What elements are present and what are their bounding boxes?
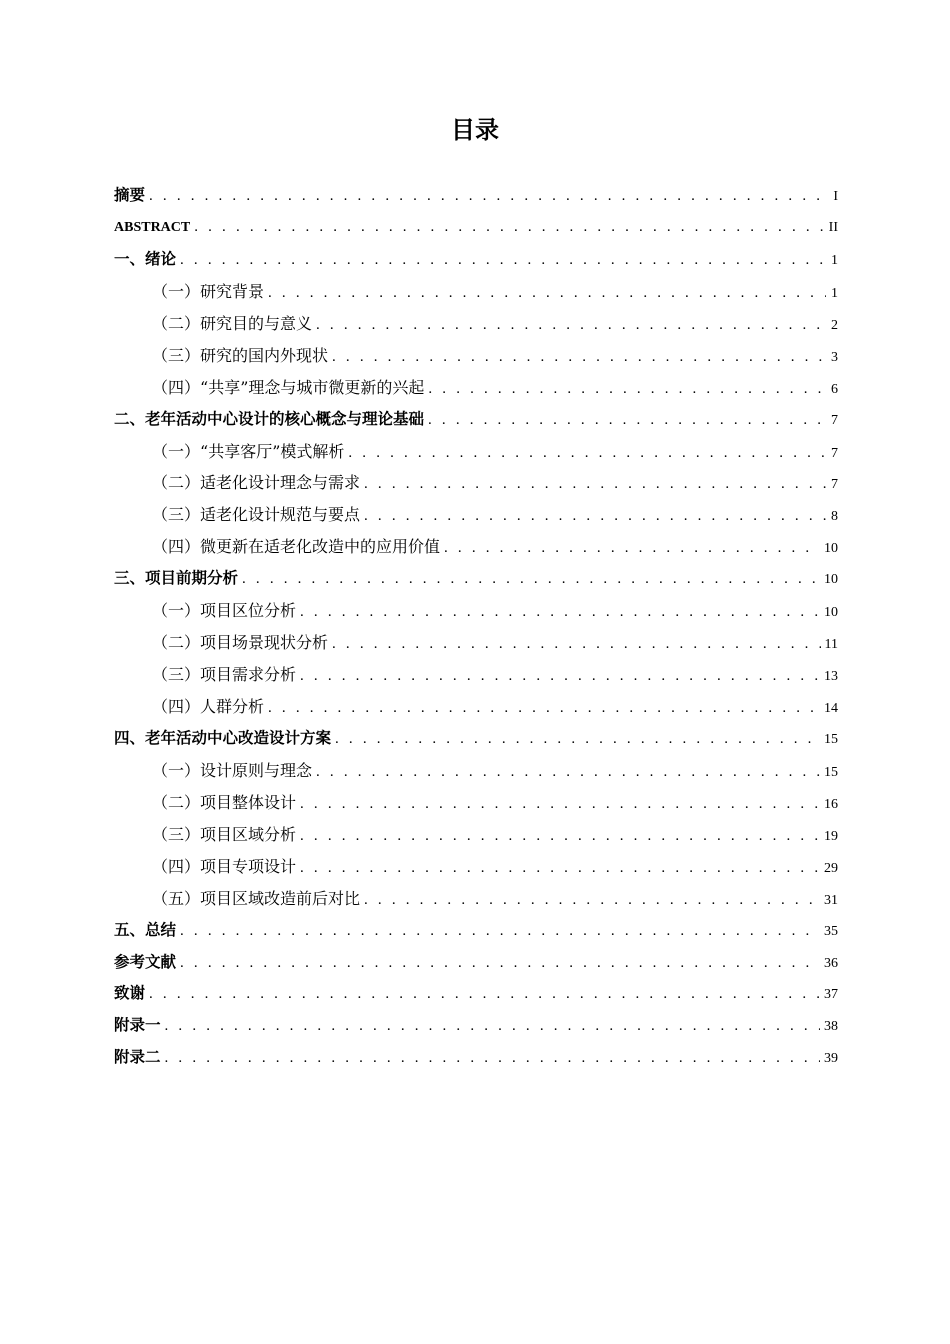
toc-entry-page-number: 10 (824, 572, 838, 588)
dot-leader (242, 564, 820, 596)
toc-entry-title: 一、绪论 (114, 249, 177, 268)
toc-entry[interactable] (114, 531, 838, 563)
toc-entry-page-number: 7 (831, 412, 838, 428)
toc-entry-number: （一） (152, 281, 201, 301)
toc-entry-title: ABSTRACT (114, 219, 191, 235)
toc-entry-page-number: 37 (824, 987, 838, 1003)
toc-entry[interactable] (114, 467, 838, 499)
toc-entry-number: （三） (152, 345, 201, 365)
toc-entry-title: 附录一 (114, 1016, 161, 1035)
toc-entry-number: （四） (152, 537, 201, 557)
dot-leader (316, 757, 820, 789)
toc-entry-title: 研究目的与意义 (200, 313, 313, 333)
toc-entry-page-number: 1 (831, 285, 838, 301)
toc-entry-page-number: 7 (831, 445, 838, 461)
toc-entry-title: 三、项目前期分析 (114, 569, 239, 588)
toc-entry[interactable] (114, 627, 838, 659)
toc-entry-title: 研究的国内外现状 (200, 345, 329, 365)
dot-leader (165, 1011, 820, 1043)
dot-leader (348, 438, 826, 470)
toc-entry-number: （一） (152, 441, 201, 461)
toc-entry-number: （四） (152, 377, 201, 397)
dot-leader (300, 597, 820, 629)
toc-entry[interactable] (114, 819, 838, 851)
dot-leader (332, 629, 820, 661)
toc-entry-page-number: 10 (824, 605, 838, 621)
toc-entry[interactable] (114, 244, 838, 276)
dot-leader (300, 661, 820, 693)
toc-title: 目录 (451, 116, 499, 144)
toc-entry-title: 项目专项设计 (200, 856, 297, 876)
toc-entry-page-number: 3 (831, 349, 838, 365)
toc-entry[interactable] (114, 1042, 838, 1074)
toc-entry-number: （四） (152, 697, 201, 716)
toc-entry-title: 项目需求分析 (200, 665, 297, 685)
toc-entry-title: 二、老年活动中心设计的核心概念与理论基础 (114, 409, 425, 428)
toc-entry[interactable] (114, 276, 838, 308)
toc-entry-page-number: 39 (824, 1051, 838, 1067)
toc-entry-page-number: II (828, 219, 838, 235)
toc-entry-title: 研究背景 (200, 281, 265, 301)
toc-entry-title: 四、老年活动中心改造设计方案 (114, 728, 332, 747)
toc-entry-title: 项目区位分析 (200, 601, 297, 621)
toc-entry-title: “共享”理念与城市微更新的兴起 (200, 377, 425, 397)
toc-entry-number: （二） (152, 473, 201, 493)
dot-leader (444, 533, 820, 565)
toc-entry[interactable] (114, 436, 838, 468)
dot-leader (149, 181, 826, 213)
toc-entry-page-number: 31 (824, 892, 838, 908)
toc-entry[interactable] (114, 755, 838, 787)
toc-entry-title: 附录二 (114, 1048, 161, 1067)
toc-entry-number: （二） (152, 313, 201, 333)
dot-leader (300, 853, 820, 885)
toc-entry-page-number: 29 (824, 860, 838, 876)
toc-entry[interactable] (114, 212, 838, 244)
toc-entry-title: 设计原则与理念 (200, 760, 313, 780)
toc-entry-number: （五） (152, 888, 201, 908)
toc-entry[interactable] (114, 1010, 838, 1042)
dot-leader (332, 342, 826, 374)
toc-entry-title: 致谢 (114, 984, 146, 1003)
dot-leader (300, 821, 820, 853)
toc-entry-title: 项目区域改造前后对比 (200, 888, 361, 908)
toc-entry-number: （四） (152, 856, 201, 876)
toc-entry[interactable] (114, 978, 838, 1010)
toc-entry-number: （二） (152, 633, 201, 653)
toc-entry[interactable] (114, 883, 838, 915)
toc-entry[interactable] (114, 308, 838, 340)
toc-entry-title: 项目整体设计 (200, 792, 297, 812)
toc-entry[interactable] (114, 787, 838, 819)
toc-entry[interactable] (114, 595, 838, 627)
toc-entry[interactable] (114, 947, 838, 979)
dot-leader (180, 948, 820, 980)
dot-leader (268, 693, 820, 725)
toc-entry-title: 项目场景现状分析 (200, 633, 329, 653)
toc-entry-title: 五、总结 (114, 920, 177, 939)
toc-entry-title: 摘要 (114, 186, 146, 204)
toc-entry-title: 适老化设计规范与要点 (200, 505, 361, 525)
dot-leader (335, 724, 820, 756)
table-of-contents (114, 180, 838, 1074)
toc-entry-page-number: 2 (831, 317, 838, 333)
toc-entry-page-number: 15 (824, 731, 838, 747)
toc-entry-page-number: 36 (824, 955, 838, 971)
toc-entry-title: 微更新在适老化改造中的应用价值 (200, 537, 441, 557)
toc-entry-page-number: 7 (831, 477, 838, 493)
toc-entry-page-number: 16 (824, 796, 838, 812)
toc-entry[interactable] (114, 563, 838, 595)
dot-leader (364, 469, 826, 501)
toc-entry-title: 适老化设计理念与需求 (200, 473, 361, 493)
toc-entry-page-number: 8 (831, 509, 838, 525)
dot-leader (268, 278, 826, 310)
dot-leader (180, 245, 826, 277)
toc-entry-page-number: 10 (824, 541, 838, 557)
toc-entry[interactable] (114, 340, 838, 372)
toc-entry[interactable] (114, 659, 838, 691)
toc-entry[interactable] (114, 404, 838, 436)
toc-entry-number: （三） (152, 824, 201, 844)
toc-entry[interactable] (114, 372, 838, 404)
toc-entry-page-number: 19 (824, 828, 838, 844)
toc-entry[interactable] (114, 851, 838, 883)
toc-entry-number: （一） (152, 601, 201, 621)
dot-leader (149, 979, 820, 1011)
toc-entry-page-number: 35 (824, 923, 838, 939)
toc-entry-page-number: 14 (824, 701, 838, 716)
dot-leader (300, 789, 820, 821)
toc-entry-page-number: 15 (824, 764, 838, 780)
toc-entry-title: 项目区域分析 (200, 824, 297, 844)
dot-leader (364, 501, 826, 533)
toc-entry[interactable] (114, 180, 838, 212)
dot-leader (194, 212, 824, 244)
dot-leader (428, 374, 826, 406)
toc-entry-number: （二） (152, 792, 201, 812)
toc-entry-page-number: I (833, 189, 838, 204)
toc-entry-number: （三） (152, 665, 201, 685)
toc-entry-number: （三） (152, 505, 201, 525)
dot-leader (364, 885, 820, 917)
toc-entry-page-number: 6 (831, 381, 838, 397)
toc-entry[interactable] (114, 915, 838, 947)
toc-entry[interactable] (114, 691, 838, 723)
toc-entry[interactable] (114, 723, 838, 755)
toc-entry-title: 参考文献 (114, 952, 177, 971)
toc-entry-page-number: 38 (824, 1019, 838, 1035)
toc-entry-title: 人群分析 (200, 697, 265, 716)
dot-leader (316, 310, 826, 342)
dot-leader (428, 405, 826, 437)
toc-entry-page-number: 11 (824, 637, 838, 653)
toc-entry-page-number: 1 (831, 252, 838, 268)
toc-entry[interactable] (114, 499, 838, 531)
dot-leader (180, 916, 820, 948)
toc-entry-title: “共享客厅”模式解析 (200, 441, 345, 461)
toc-entry-number: （一） (152, 760, 201, 780)
dot-leader (165, 1043, 820, 1075)
toc-entry-page-number: 13 (824, 669, 838, 685)
